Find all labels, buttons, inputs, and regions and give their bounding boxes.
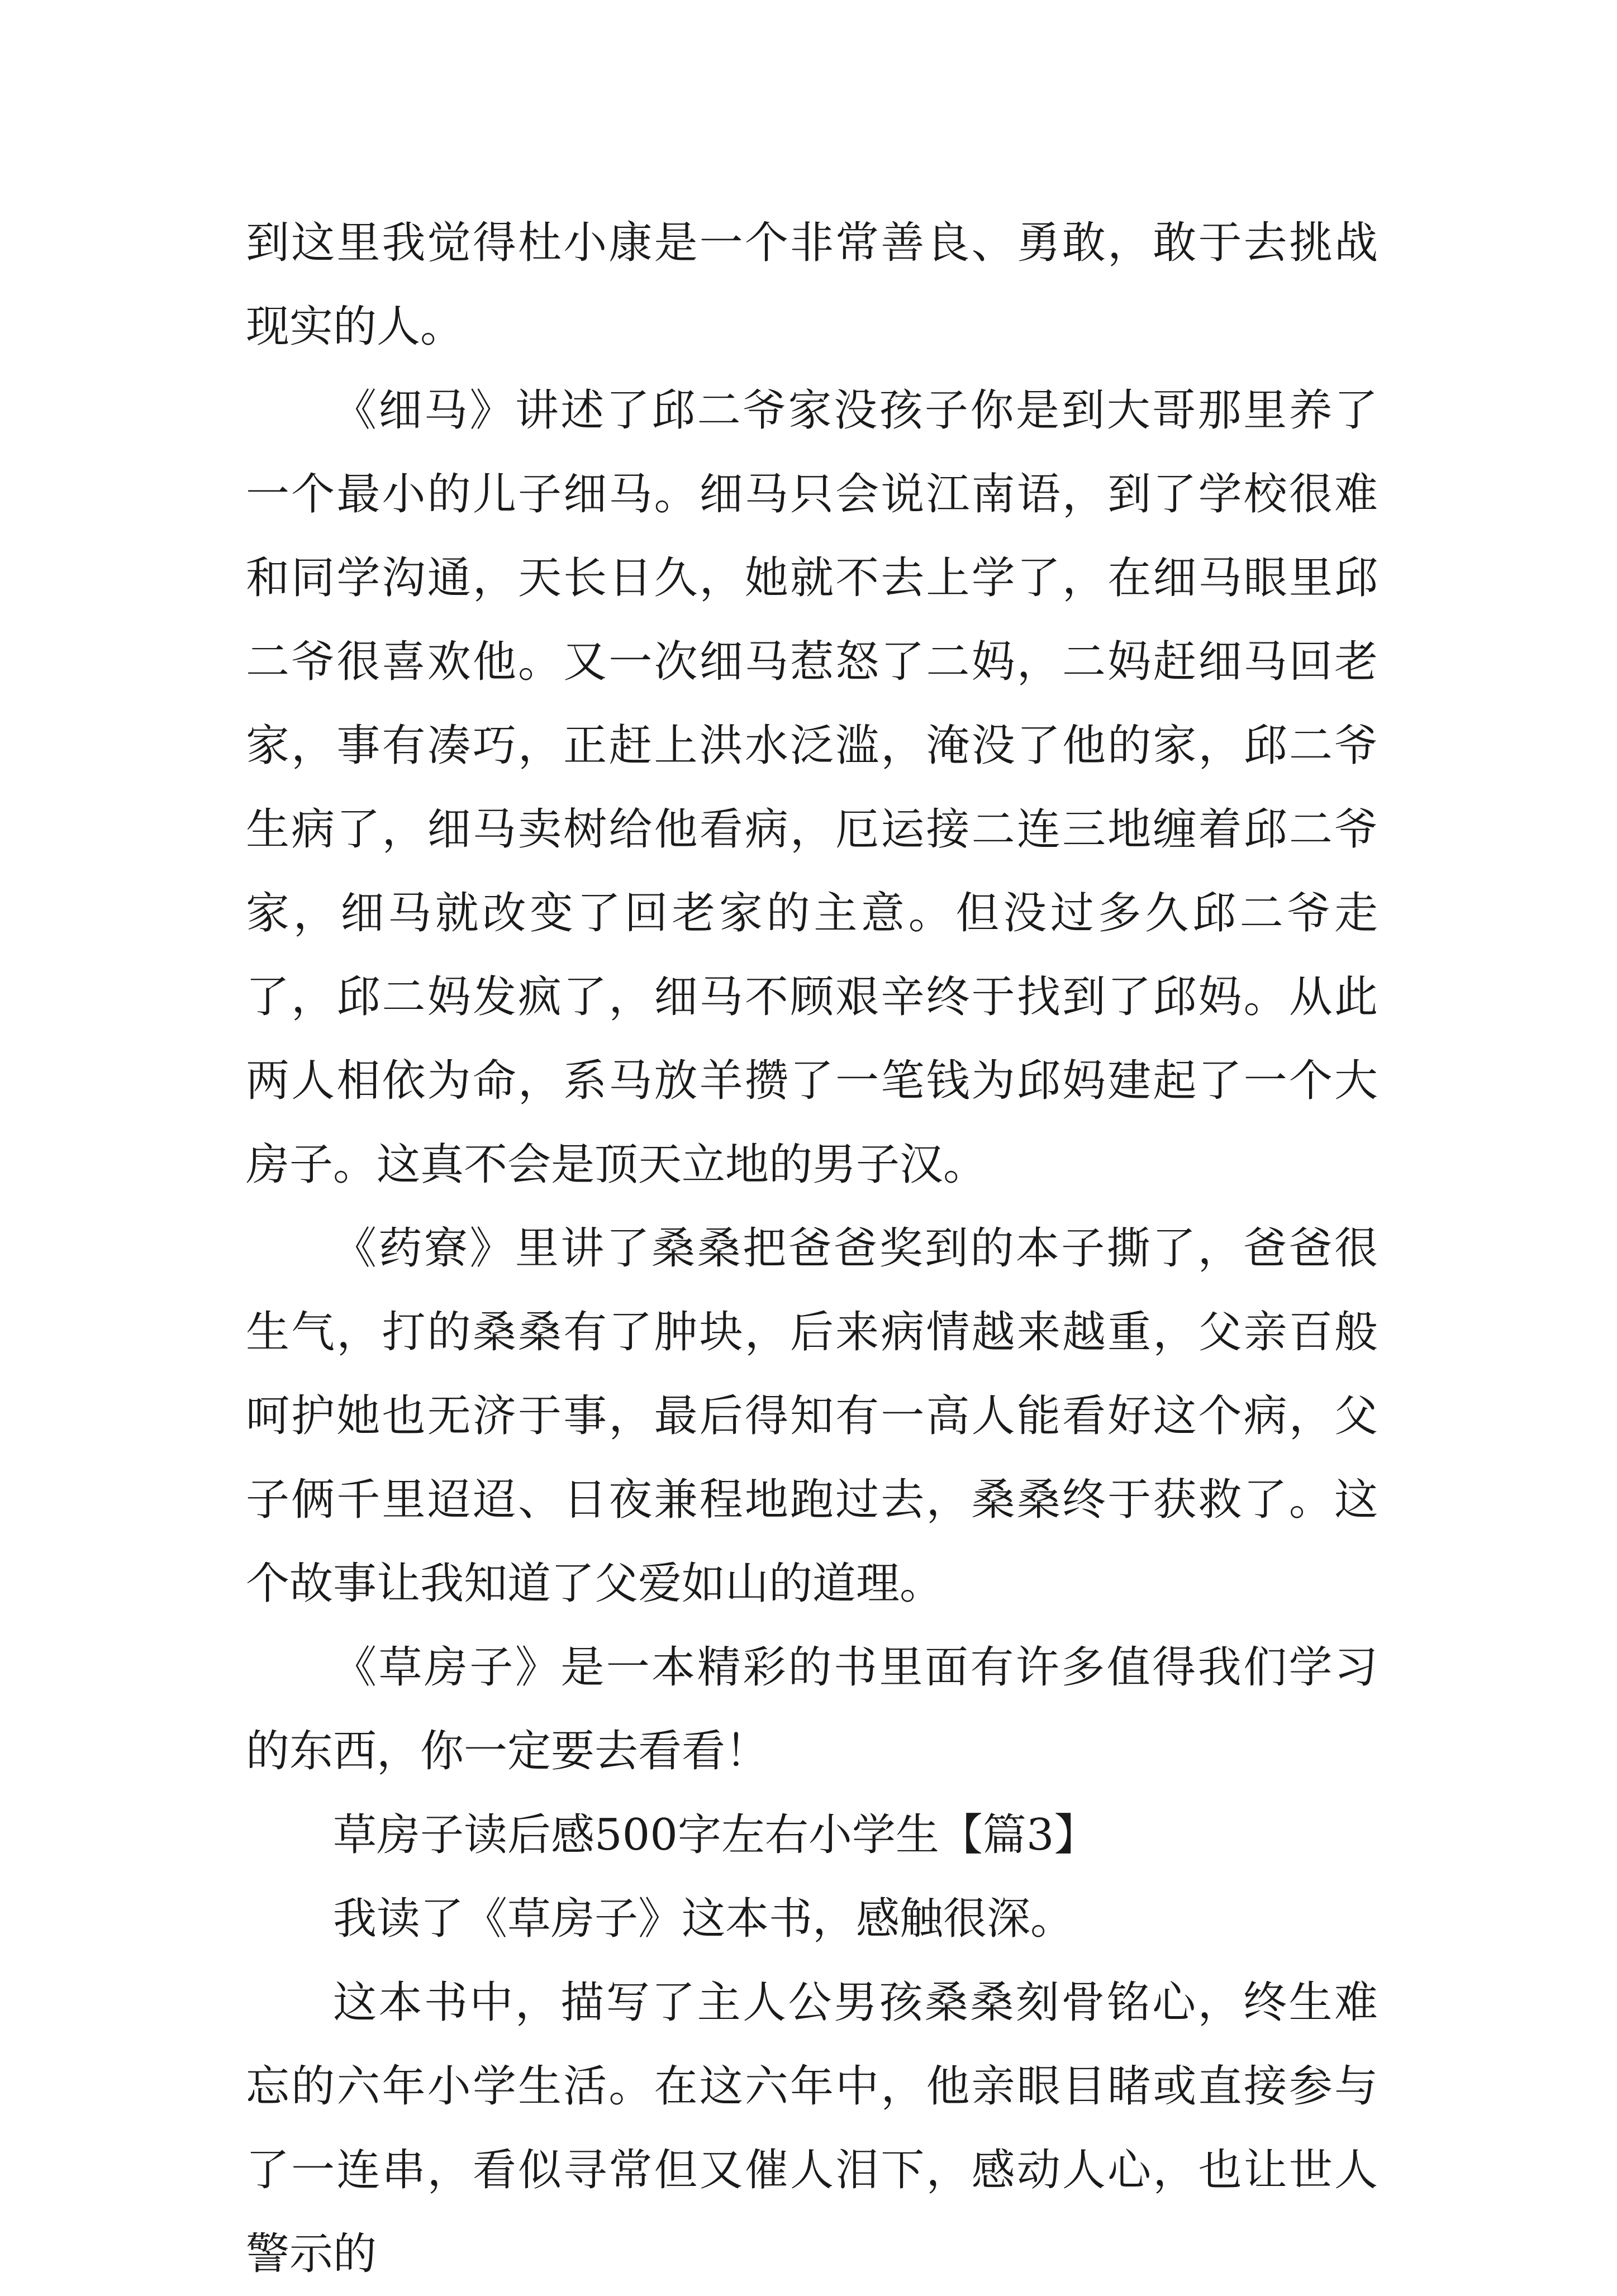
paragraph-3: 《药寮》里讲了桑桑把爸爸奖到的本子撕了，爸爸很生气，打的桑桑有了肿块，后来病情越来越重，父亲百般呵护她也无济于事，最后得知有一高人能看好这个病，父子俩千里迢迢、日夜兼程地跑过去，桑桑终于获救了。这个故事让我知道了父爱如山的道理。 [246, 1223, 1378, 1609]
document-body [246, 201, 1378, 2296]
paragraph-6: 这本书中，描写了主人公男孩桑桑刻骨铭心，终生难忘的六年小学生活。在这六年中，他亲眼目睹或直接参与了一连串，看似寻常但又催人泪下，感动人心，也让世人警示的 [246, 1978, 1378, 2279]
paragraph-4: 《草房子》是一本精彩的书里面有许多值得我们学习的东西，你一定要去看看！ [246, 1642, 1378, 1776]
paragraph-5: 我读了《草房子》这本书，感触很深。 [333, 1894, 1074, 1944]
paragraph-2: 《细马》讲述了邱二爷家没孩子你是到大哥那里养了一个最小的儿子细马。细马只会说江南语，到了学校很难和同学沟通，天长日久，她就不去上学了，在细马眼里邱二爷很喜欢他。又一次细马惹怒了二妈，二妈赶细马回老家，事有凑巧，正赶上洪水泛滥，淹没了他的家，邱二爷生病了，细马卖树给他看病，厄运接二连三地缠着邱二爷家，细马就改变了回老家的主意。但没过多久邱二爷走了，邱二妈发疯了，细马不顾艰辛终于找到了邱妈。从此两人相依为命，系马放羊攒了一笔钱为邱妈建起了一个大房子。这真不会是顶天立地的男子汉。 [246, 385, 1378, 1190]
section-heading: 草房子读后感500字左右小学生【篇3】 [333, 1810, 1098, 1860]
paragraph-1: 到这里我觉得杜小康是一个非常善良、勇敢，敢于去挑战现实的人。 [246, 218, 1378, 352]
